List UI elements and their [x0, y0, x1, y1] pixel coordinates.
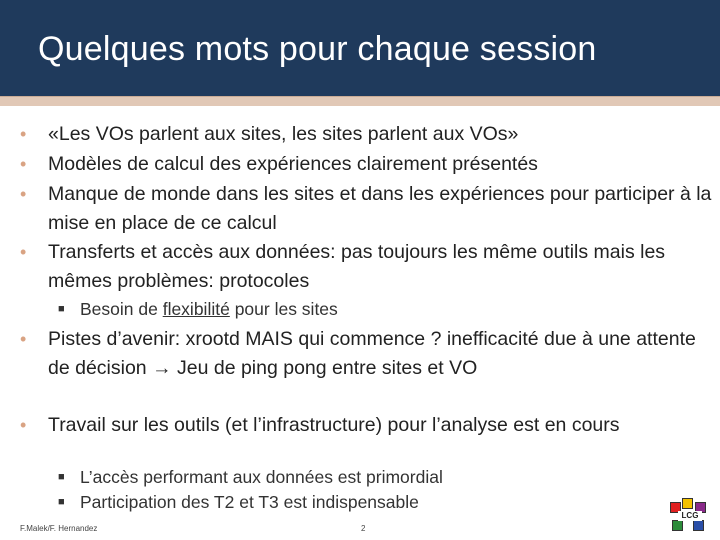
bullet-icon: •	[20, 242, 27, 262]
sub-bullet-text: L’accès performant aux données est primordial	[80, 467, 443, 487]
bullet-text: Transferts et accès aux données: pas toujours les même outils mais les mêmes problèmes: protocoles	[48, 241, 666, 292]
bullet-icon: •	[20, 415, 27, 435]
logo-text: LCG	[678, 511, 702, 521]
bullet-icon: •	[20, 329, 27, 349]
bullet-text: Modèles de calcul des expériences clairement présentés	[48, 153, 538, 175]
square-bullet-icon: ■	[58, 303, 65, 315]
square-bullet-icon: ■	[58, 471, 65, 483]
page-number: 2	[361, 524, 366, 533]
footer-authors: F.Malek/F. Hernandez	[20, 524, 98, 533]
underlined-word: flexibilité	[162, 299, 230, 319]
slide-title: Quelques mots pour chaque session	[38, 30, 597, 68]
square-bullet-icon: ■	[58, 496, 65, 508]
sub-bullet-text-part: Besoin de	[80, 299, 163, 319]
logo-square-blue	[693, 520, 704, 531]
bullet-icon: •	[20, 184, 27, 204]
logo-square-green	[672, 520, 683, 531]
lcg-logo	[668, 498, 708, 534]
slide-header	[0, 0, 720, 96]
sub-bullet-text-part: pour les sites	[229, 299, 338, 319]
bullet-text: Pistes d’avenir: xrootd MAIS qui commence ? inefficacité due à une attente de décision → Jeu de ping pong entre sites et VO	[48, 328, 696, 379]
logo-square-yellow	[682, 498, 693, 509]
bullet-icon: •	[20, 124, 27, 144]
sub-bullet-text	[80, 297, 710, 321]
bullet-text: «Les VOs parlent aux sites, les sites parlent aux VOs»	[48, 123, 519, 145]
bullet-icon: •	[20, 154, 27, 174]
bullet-text: Manque de monde dans les sites et dans les expériences pour participer à la mise en place de ce calcul	[48, 183, 712, 234]
sub-bullet-text: Participation des T2 et T3 est indispensable	[80, 492, 419, 512]
bullet-text: Travail sur les outils (et l’infrastructure) pour l’analyse est en cours	[48, 414, 620, 436]
header-stripe	[0, 96, 720, 106]
